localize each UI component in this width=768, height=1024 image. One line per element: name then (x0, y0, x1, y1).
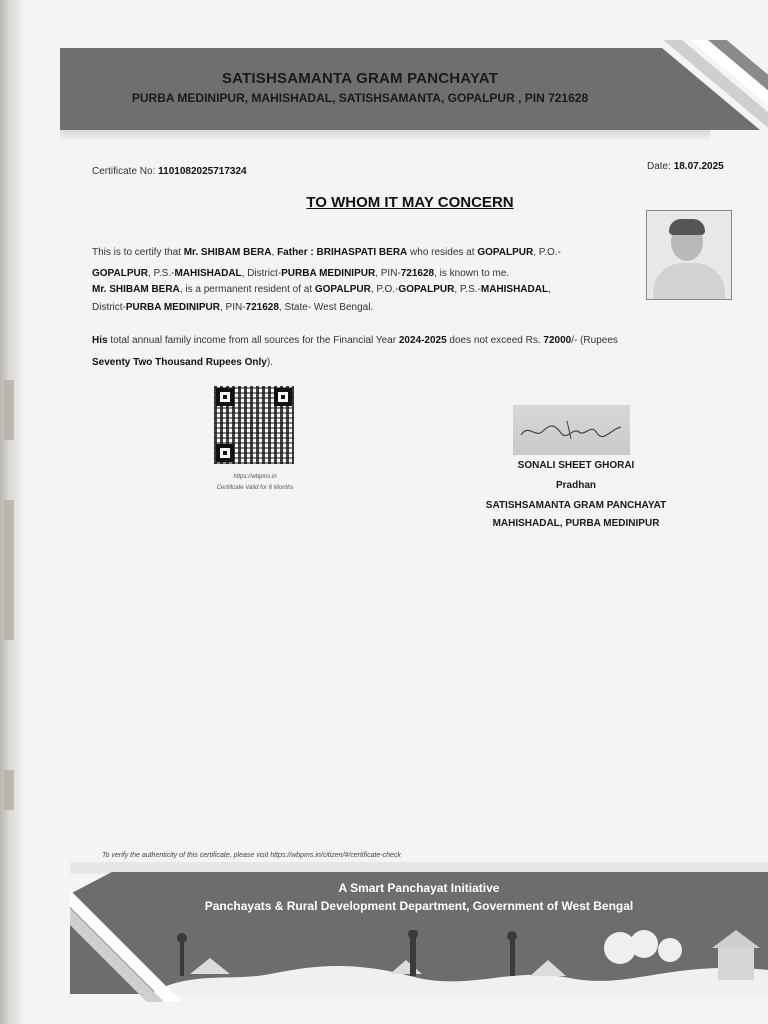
signature-image (513, 405, 630, 455)
paper-crease (4, 380, 14, 440)
footer-initiative: A Smart Panchayat Initiative (338, 881, 500, 895)
paper-left-edge (0, 0, 22, 1024)
certificate-date (647, 161, 724, 172)
paper-crease (4, 770, 14, 810)
signatory-name: SONALI SHEET GHORAI (517, 460, 635, 471)
verification-note: To verify the authenticity of this certificate, please visit https://wbpms.in/citizen/#/certificate-check (102, 852, 401, 859)
signatory-place: MAHISHADAL, PURBA MEDINIPUR (492, 518, 660, 529)
certification-line-1: This is to certify that Mr. SHIBAM BERA, Father : BRIHASPATI BERA who resides at GOPALPUR, P.O.- (92, 247, 561, 258)
certification-line-3: Mr. SHIBAM BERA, is a permanent resident of at GOPALPUR, P.O.-GOPALPUR, P.S.-MAHISHADAL, (92, 284, 551, 295)
qr-validity: Certificate Valid for 6 Months (216, 485, 294, 491)
applicant-name: Mr. SHIBAM BERA (183, 247, 272, 258)
signatory-office: SATISHSAMANTA GRAM PANCHAYAT (485, 500, 667, 511)
income-amount: 72000 (543, 335, 572, 346)
header-stripe (60, 130, 710, 140)
signatory-designation: Pradhan (555, 480, 596, 491)
father-name: BRIHASPATI BERA (316, 247, 408, 258)
village-illustration (150, 930, 768, 994)
income-statement-line-2: Seventy Two Thousand Rupees Only). (92, 357, 273, 368)
income-statement-line-1: His total annual family income from all sources for the Financial Year 2024-2025 does not exceed Rs. 72000/- (Rupees (92, 335, 618, 346)
qr-url: https://wbpms.in (233, 474, 277, 480)
header-corner-decoration (640, 40, 768, 170)
footer-department: Panchayats & Rural Development Department, Government of West Bengal (204, 899, 634, 913)
paper-crease (4, 500, 14, 640)
verification-qr-code[interactable] (214, 386, 294, 464)
certification-line-4: District-PURBA MEDINIPUR, PIN-721628, State- West Bengal. (92, 302, 374, 313)
financial-year: 2024-2025 (398, 335, 447, 346)
date-label: Date: (647, 161, 671, 172)
certificate-number (92, 166, 247, 177)
date-value: 18.07.2025 (673, 161, 724, 172)
panchayat-title: SATISHSAMANTA GRAM PANCHAYAT (221, 70, 499, 87)
income-amount-words: Seventy Two Thousand Rupees Only (92, 357, 267, 368)
certificate-heading: TO WHOM IT MAY CONCERN (306, 194, 514, 211)
certification-line-2: GOPALPUR, P.S.-MAHISHADAL, District-PURBA MEDINIPUR, PIN-721628, is known to me. (92, 268, 510, 279)
panchayat-address: PURBA MEDINIPUR, MAHISHADAL, SATISHSAMANTA, GOPALPUR , PIN 721628 (131, 91, 589, 105)
applicant-photo (646, 210, 732, 300)
certificate-number-label: Certificate No: (92, 166, 156, 177)
certificate-number-value: 110108202571732​4 (158, 166, 247, 177)
